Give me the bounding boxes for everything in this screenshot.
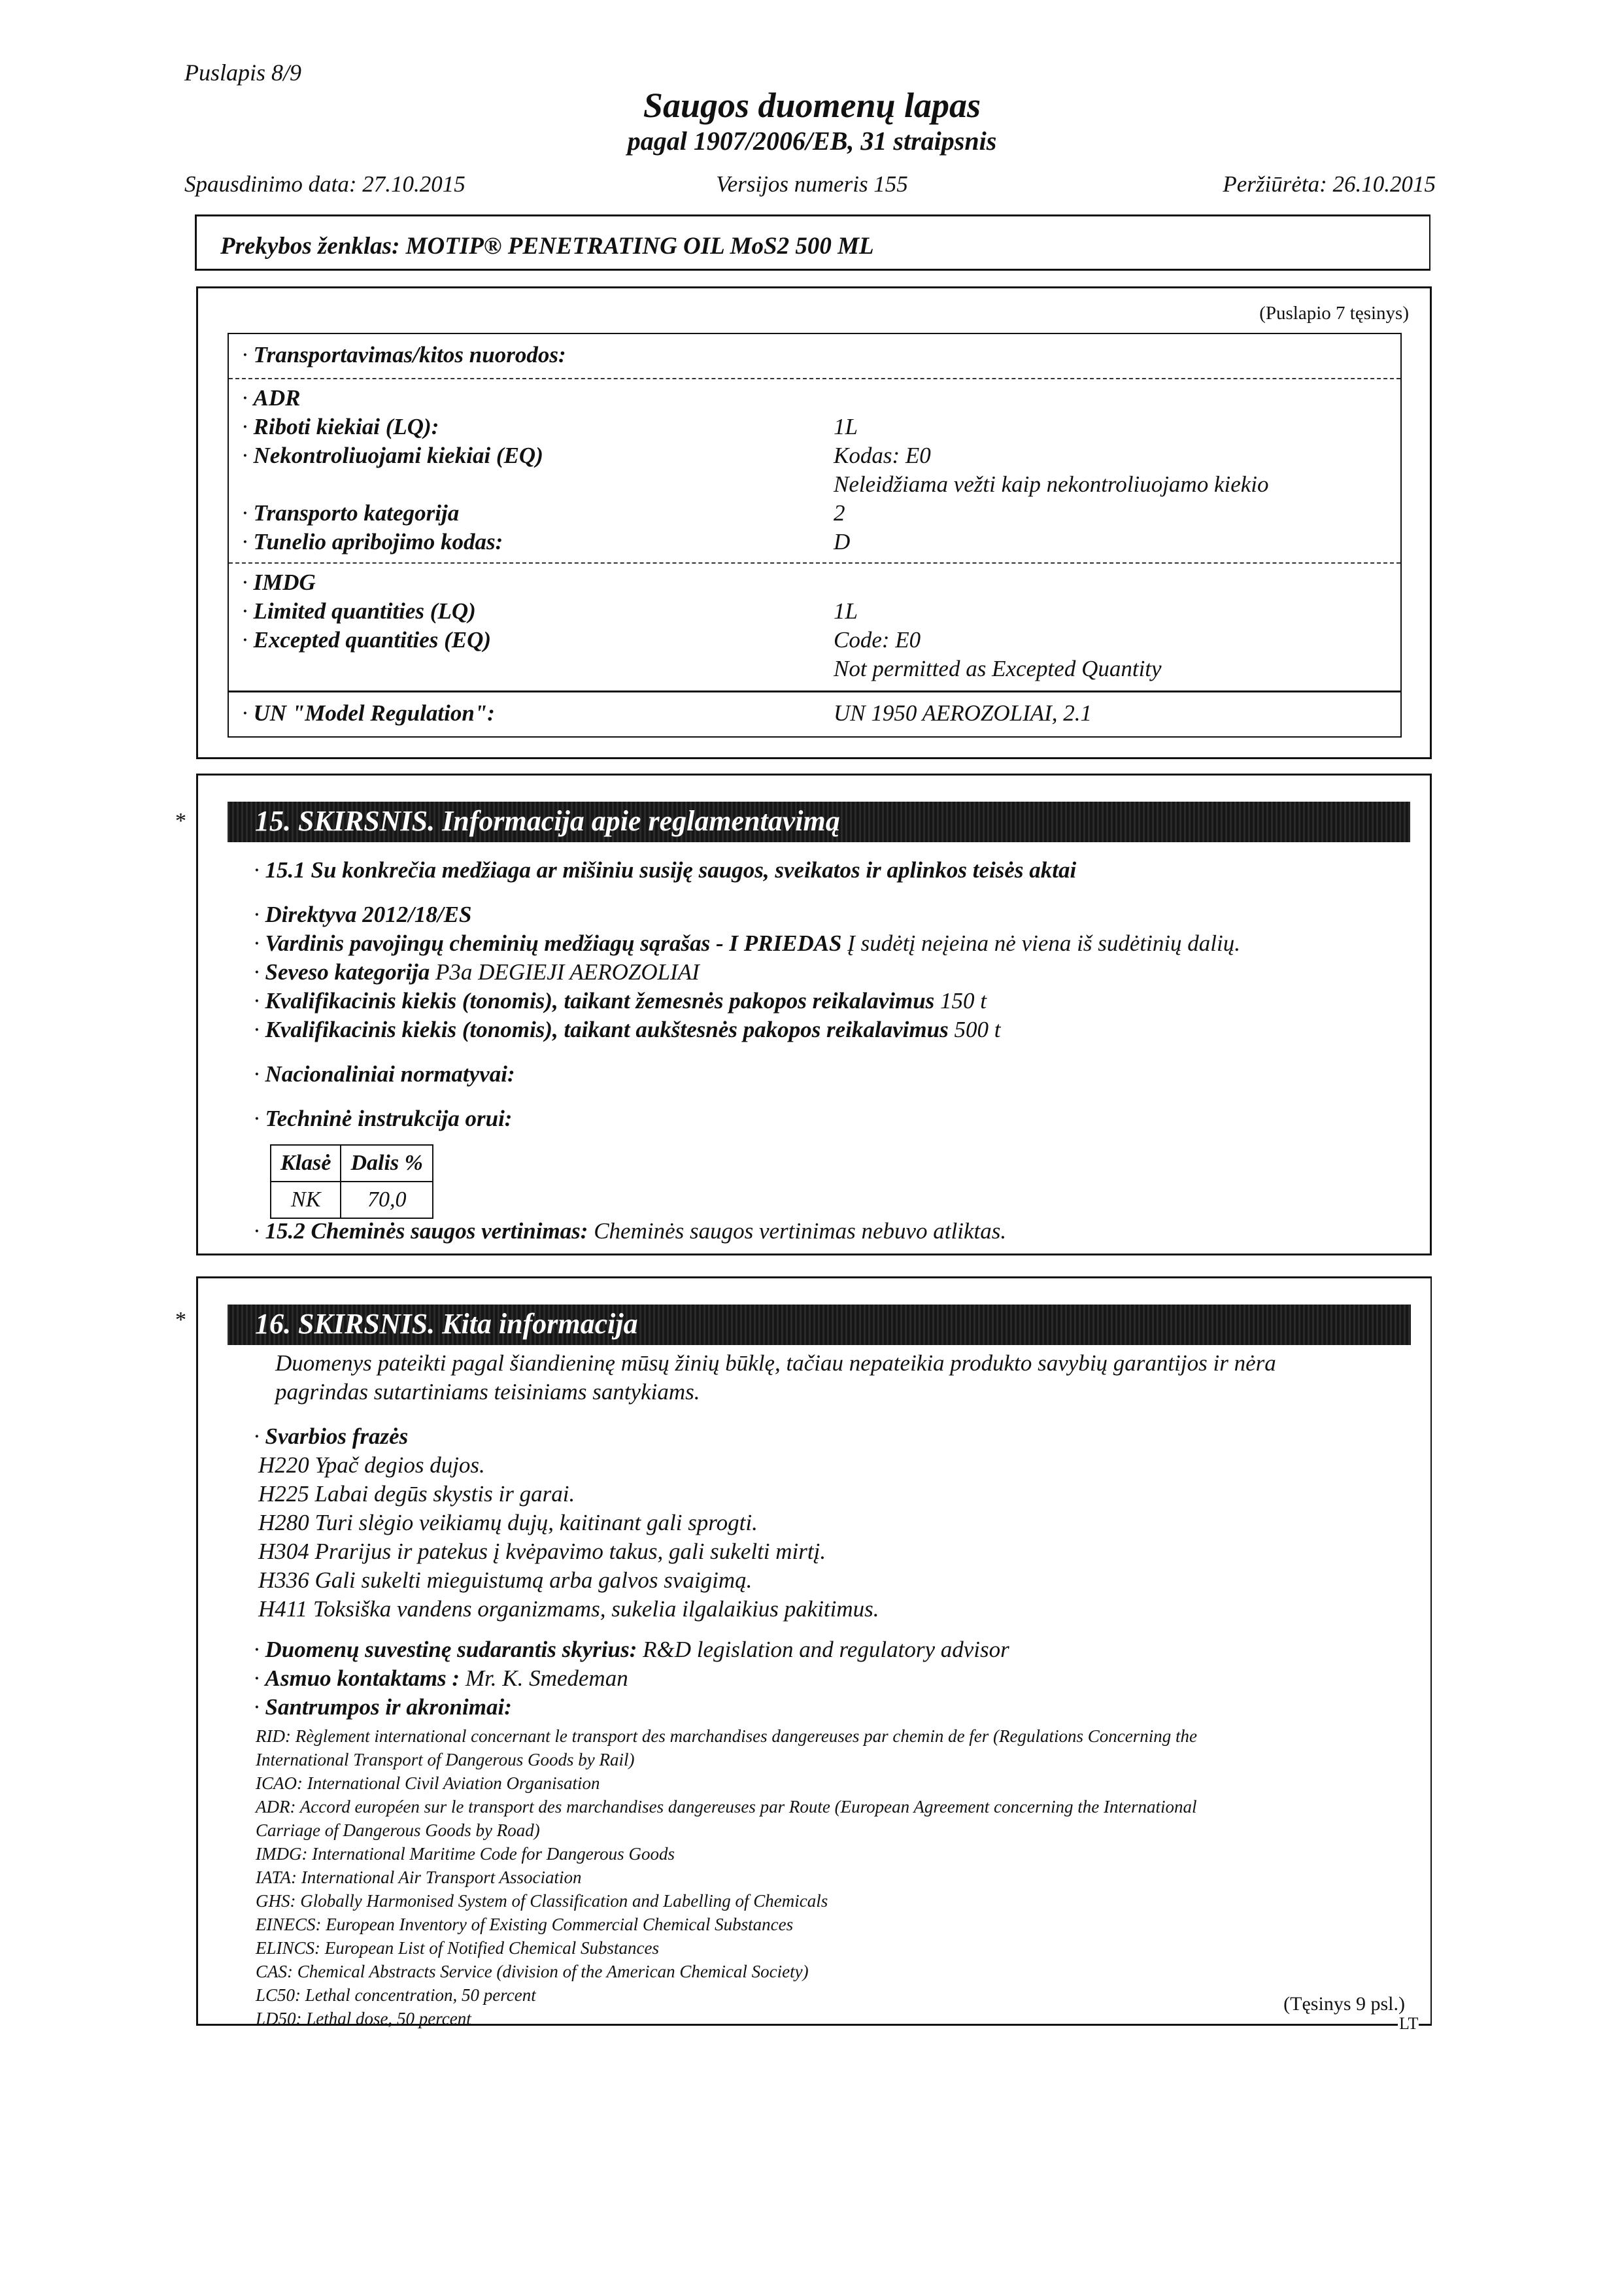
abbreviation: ADR: Accord européen sur le transport des marchandises dangereuses par Route (European Agreement concerning the International [256, 1797, 1197, 1817]
un-model-label: · UN "Model Regulation": [242, 700, 495, 726]
intro-line: Duomenys pateikti pagal šiandieninę mūsų žinių būklę, tačiau nepateikia produkto savybių garantijos ir nėra [275, 1350, 1276, 1376]
document-subtitle: pagal 1907/2006/EB, 31 straipsnis [627, 126, 997, 156]
transport-table [228, 333, 1402, 738]
phrases-heading: · Svarbios frazės [254, 1424, 409, 1449]
section-16-header [228, 1305, 1411, 1345]
qty-upper-line: · Kvalifikacinis kiekis (tonomis), taikant aukštesnės pakopos reikalavimus 500 t [254, 1017, 1001, 1042]
hazard-phrase: H220 Ypač degios dujos. [258, 1452, 485, 1478]
imdg-lq-label: · Limited quantities (LQ) [242, 598, 476, 624]
abbreviation: LC50: Lethal concentration, 50 percent [256, 1985, 536, 2005]
trademark-box [195, 214, 1430, 271]
s151-heading: · 15.1 Su konkrečia medžiaga ar mišiniu susiję saugos, sveikatos ir aplinkos teisės aktai [254, 857, 1077, 883]
imdg-eq-note: Not permitted as Excepted Quantity [834, 656, 1162, 681]
version-number: Versijos numeris 155 [716, 171, 908, 197]
abbreviation: RID: Règlement international concernant le transport des marchandises dangereuses par chemin de fer (Regulations Concerning the [256, 1726, 1197, 1746]
divider [229, 378, 1400, 379]
continuation-note: (Puslapio 7 tęsinys) [1259, 303, 1409, 324]
imdg-lq-value: 1L [834, 598, 858, 624]
footer-line [1419, 2024, 1432, 2026]
divider [229, 691, 1400, 692]
adr-lq-value: 1L [834, 414, 858, 439]
section-15-title: 15. SKIRSNIS. Informacija apie reglamentavimą [255, 805, 840, 837]
abbreviation: ICAO: International Civil Aviation Organisation [256, 1773, 600, 1793]
directive: · Direktyva 2012/18/ES [254, 902, 472, 927]
adr-tunnel-code-value: D [834, 529, 851, 554]
adr-eq-label: · Nekontroliuojami kiekiai (EQ) [242, 443, 543, 468]
adr-tunnel-code-label: · Tunelio apribojimo kodas: [242, 529, 503, 554]
print-date: Spausdinimo data: 27.10.2015 [184, 171, 465, 197]
imdg-label: · IMDG [242, 570, 316, 595]
table-cell: NK [271, 1182, 341, 1218]
table-header-row [271, 1145, 433, 1182]
page-number: Puslapis 8/9 [184, 60, 302, 86]
adr-eq-note: Neleidžiama vežti kaip nekontroliuojamo kiekio [834, 471, 1269, 497]
table-header: Dalis % [341, 1145, 433, 1182]
divider [229, 562, 1400, 564]
section-14-box [196, 286, 1432, 759]
seveso-line: · Seveso kategorija P3a DEGIEJI AEROZOLIAI [254, 959, 700, 985]
adr-label: · ADR [242, 385, 301, 411]
abbreviation: IMDG: International Maritime Code for Dangerous Goods [256, 1844, 675, 1864]
hazard-phrase: H225 Labai degūs skystis ir garai. [258, 1481, 575, 1507]
qty-lower-line: · Kvalifikacinis kiekis (tonomis), taikant žemesnės pakopos reikalavimus 150 t [254, 988, 987, 1014]
abbreviation: International Transport of Dangerous Goods by Rail) [256, 1750, 635, 1769]
table-header: Klasė [271, 1145, 341, 1182]
section-16-box [196, 1276, 1432, 2028]
abbreviations-heading: · Santrumpos ir akronimai: [254, 1694, 512, 1720]
changed-marker: * [175, 1308, 186, 1332]
adr-transport-category-label: · Transporto kategorija [242, 500, 460, 526]
hazard-phrase: H280 Turi slėgio veikiamų dujų, kaitinant gali sprogti. [258, 1510, 758, 1535]
adr-transport-category-value: 2 [834, 500, 845, 526]
abbreviation: CAS: Chemical Abstracts Service (division of the American Chemical Society) [256, 1962, 809, 1981]
intro-line: pagrindas sutartiniams teisiniams santykiams. [275, 1379, 700, 1405]
section-15-box [196, 774, 1432, 1255]
continued-note: (Tęsinys 9 psl.) [1283, 1993, 1405, 2015]
transport-heading: · Transportavimas/kitos nuorodos: [242, 342, 566, 367]
technical-instruction-table [270, 1144, 433, 1219]
abbreviation: LD50: Lethal dose, 50 percent [256, 2009, 471, 2028]
table-cell: 70,0 [341, 1182, 433, 1218]
document-title: Saugos duomenų lapas [643, 86, 981, 125]
abbreviation: EINECS: European Inventory of Existing Commercial Chemical Substances [256, 1915, 794, 1934]
revised-date: Peržiūrėta: 26.10.2015 [1223, 171, 1436, 197]
footer-line [196, 2024, 1398, 2026]
section-16-title: 16. SKIRSNIS. Kita informacija [255, 1308, 638, 1340]
adr-lq-label: · Riboti kiekiai (LQ): [242, 414, 439, 439]
trademark: Prekybos ženklas: MOTIP® PENETRATING OIL MoS2 500 ML [220, 233, 874, 260]
contact-line: · Asmuo kontaktams : Mr. K. Smedeman [254, 1665, 628, 1691]
changed-marker: * [175, 809, 186, 833]
abbreviation: ELINCS: European List of Notified Chemical Substances [256, 1938, 659, 1958]
annex-line: · Vardinis pavojingų cheminių medžiagų sąrašas - I PRIEDAS Į sudėtį neįeina nė viena iš sudėtinių dalių. [254, 930, 1241, 956]
section-15-header [228, 802, 1410, 842]
table-row [271, 1182, 433, 1218]
adr-eq-value: Kodas: E0 [834, 443, 931, 468]
abbreviation: IATA: International Air Transport Association [256, 1868, 582, 1887]
abbreviation: GHS: Globally Harmonised System of Classification and Labelling of Chemicals [256, 1891, 828, 1911]
imdg-eq-label: · Excepted quantities (EQ) [242, 627, 492, 653]
national-regulations: · Nacionaliniai normatyvai: [254, 1061, 515, 1087]
imdg-eq-value: Code: E0 [834, 627, 921, 653]
department-line: · Duomenų suvestinę sudarantis skyrius: R&D legislation and regulatory advisor [254, 1637, 1009, 1662]
abbreviation: Carriage of Dangerous Goods by Road) [256, 1820, 540, 1840]
un-model-value: UN 1950 AEROZOLIAI, 2.1 [834, 700, 1092, 726]
hazard-phrase: H304 Prarijus ir patekus į kvėpavimo takus, gali sukelti mirtį. [258, 1539, 826, 1564]
hazard-phrase: H411 Toksiška vandens organizmams, sukelia ilgalaikius pakitimus. [258, 1596, 879, 1622]
technical-instruction: · Techninė instrukcija orui: [254, 1106, 513, 1131]
s152-line: · 15.2 Cheminės saugos vertinimas: Cheminės saugos vertinimas nebuvo atliktas. [254, 1218, 1007, 1244]
language-code: LT [1399, 2014, 1419, 2033]
hazard-phrase: H336 Gali sukelti mieguistumą arba galvos svaigimą. [258, 1567, 753, 1593]
